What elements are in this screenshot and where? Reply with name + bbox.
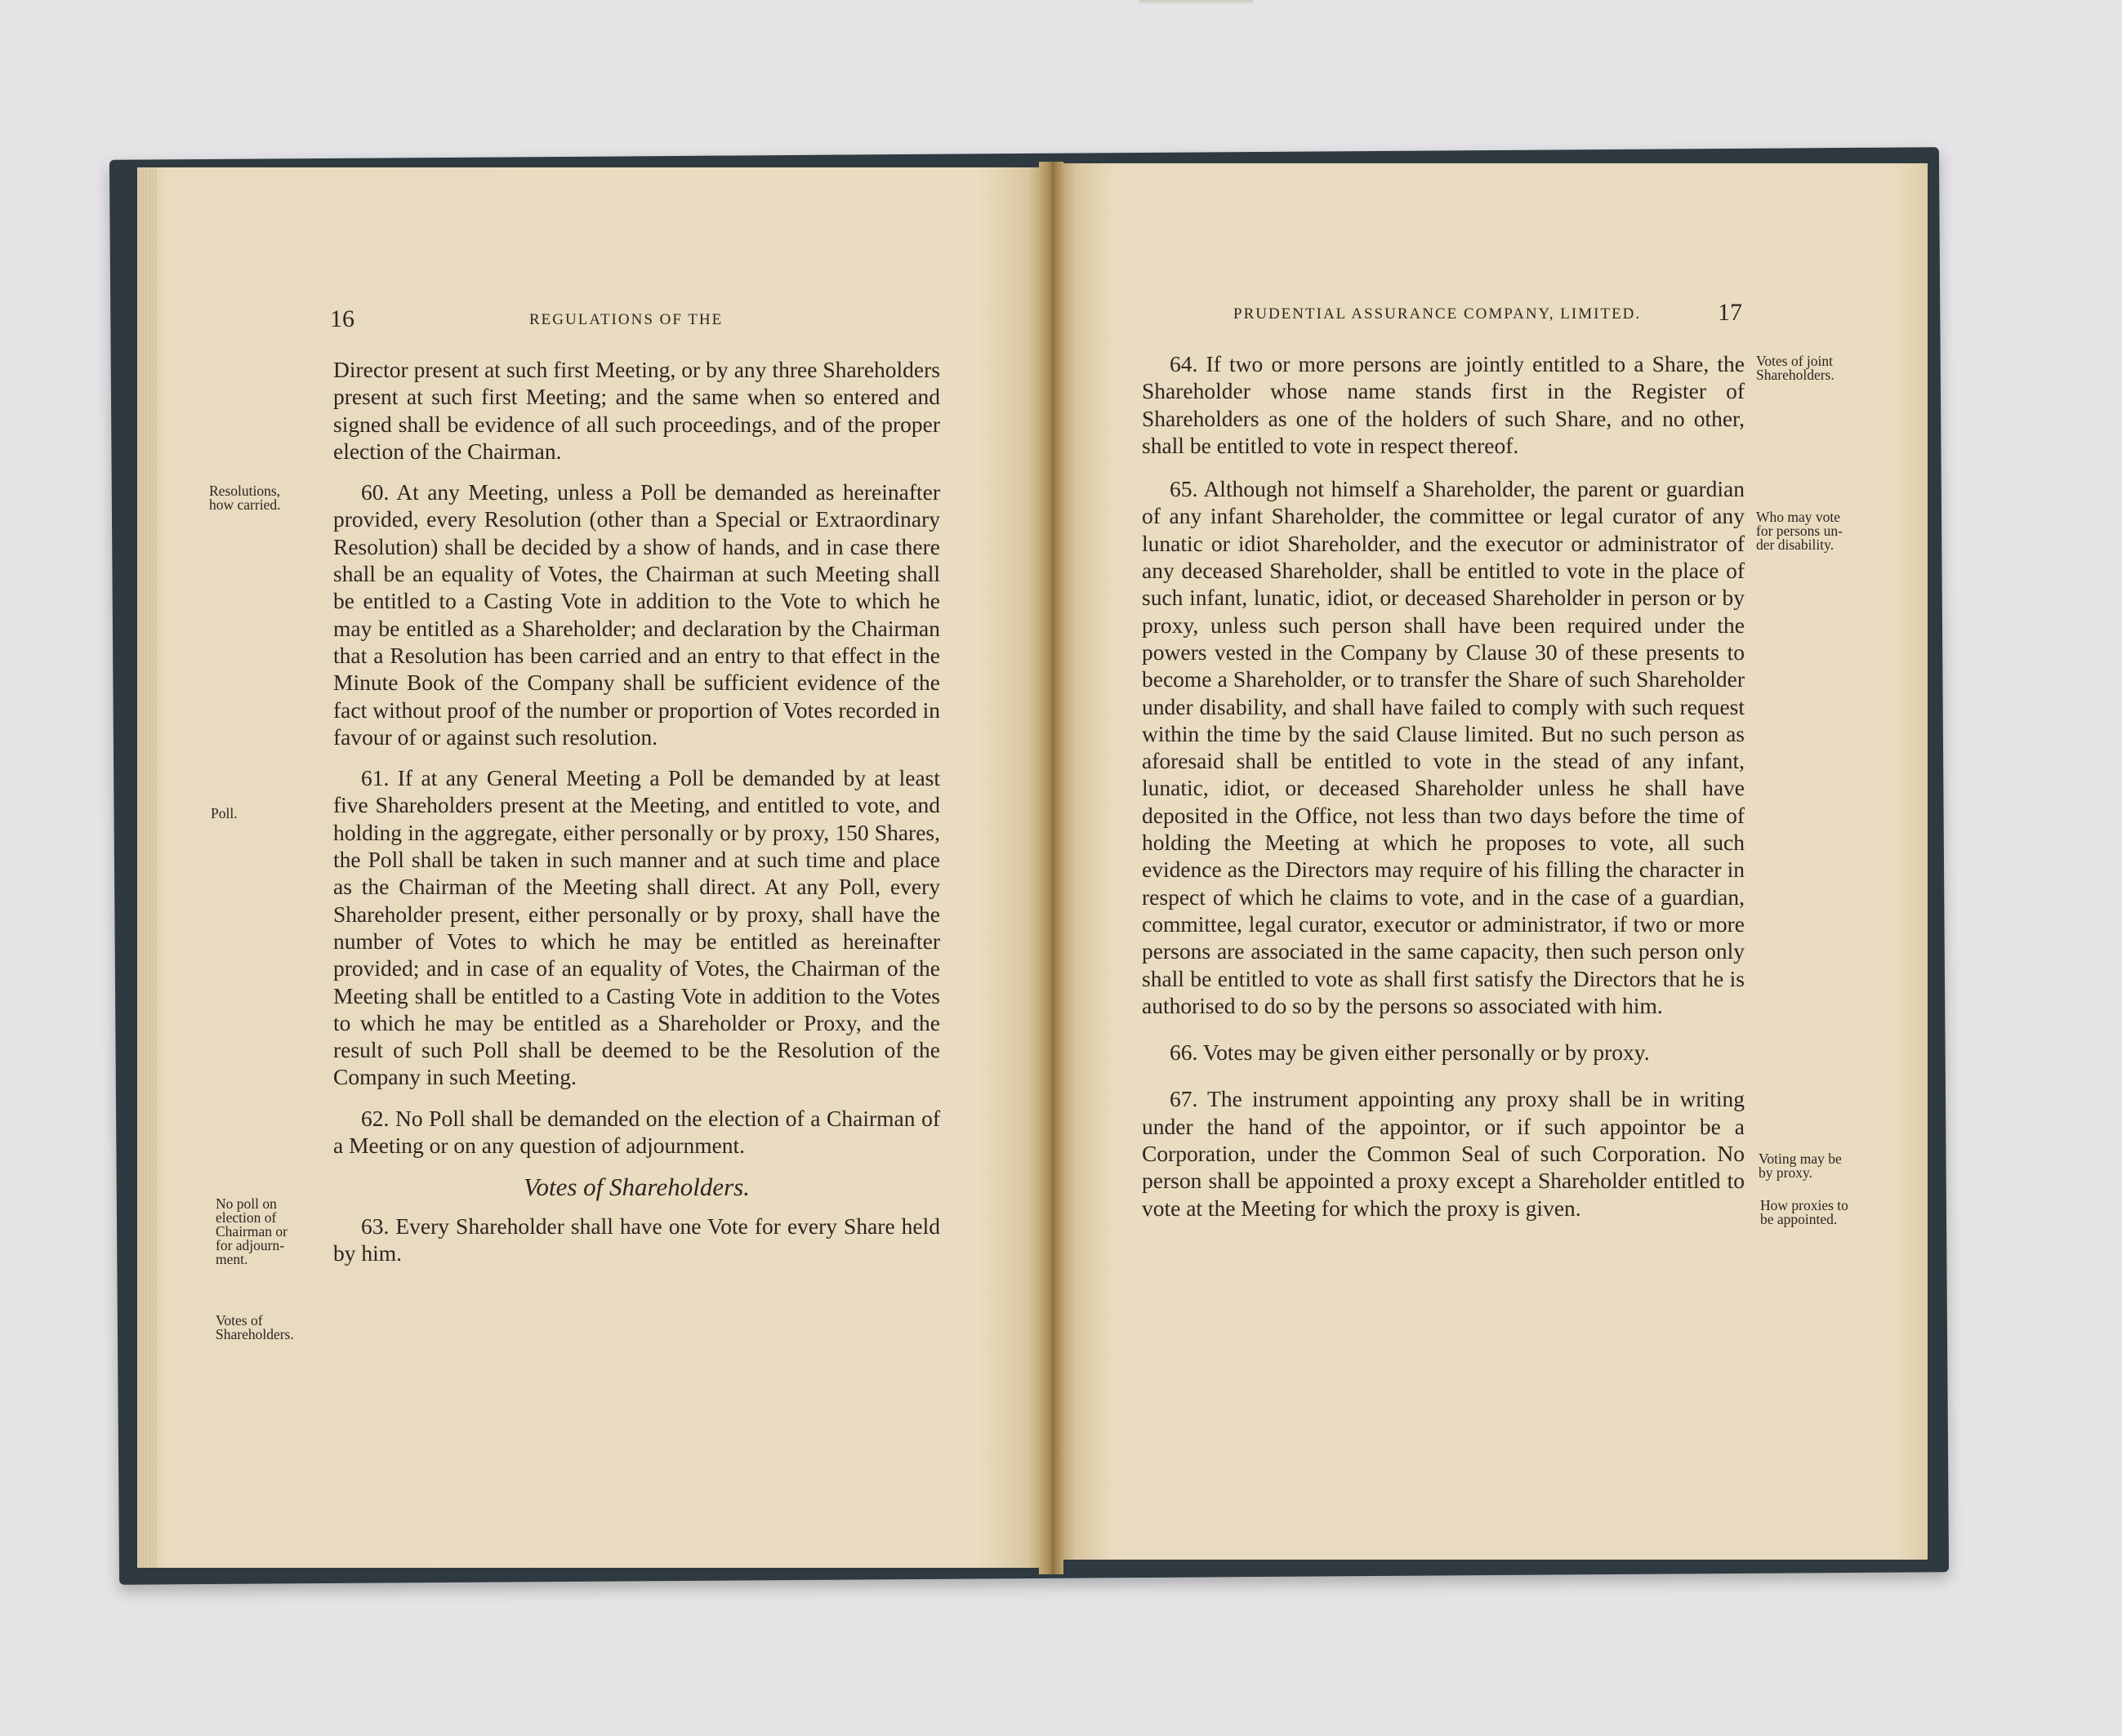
paragraph-64: 64. If two or more persons are jointly entitled to a Share, the Shareholder whose name stands first in the Register of Shareholders as one of the holders of such Share, and no other, shall be entitled to vote in respect thereof. (1142, 351, 1745, 458)
paragraph-62: 62. No Poll shall be demanded on the election of a Chairman of a Meeting or on any question of adjournment. (333, 1105, 940, 1159)
margin-note-65: Who may vote for persons un- der disability. (1756, 509, 1843, 553)
margin-note-64: Votes of joint Shareholders. (1756, 353, 1834, 383)
scan-edge-mark (1139, 0, 1254, 5)
paragraph-60: 60. At any Meeting, unless a Poll be demanded as hereinafter provided, every Resolution (other than a Special or Extraordinary Resolution) shall be decided by a show of hands, and in case there shall be an equality of Votes, the Chairman at such Meeting shall be entitled to a Casting Vote in addition to the Vote to which he may be entitled as a Shareholder; and declaration by the Chairman that a Resolution has been carried and an entry to that effect in the Minute Book of the Company shall be sufficient evidence of the fact without proof of the number or proportion of Votes recorded in favour of or against such resolution. (333, 479, 940, 750)
margin-note-61: Poll. (211, 805, 238, 821)
left-body (333, 356, 940, 1266)
right-running-head: PRUDENTIAL ASSURANCE COMPANY, LIMITED. (1233, 305, 1642, 323)
paragraph-66: 66. Votes may be given either personally or by proxy. (1170, 1039, 1650, 1066)
margin-note-67: How proxies to be appointed. (1760, 1197, 1848, 1227)
margin-note-62: No poll on election of Chairman or for adjourn- ment. (216, 1195, 288, 1267)
left-page-number: 16 (330, 305, 354, 332)
margin-note-66: Voting may be by proxy. (1759, 1151, 1842, 1181)
section-heading: Votes of Shareholders. (524, 1173, 750, 1202)
paragraph-67: 67. The instrument appointing any proxy shall be in writing under the hand of the appointor, or if such appointor be a Corporation, under the Common Seal of such Corporation. No person shall be appointed a proxy except a Shareholder entitled to vote at the Meeting for which the proxy is given. (1142, 1086, 1745, 1221)
left-running-head: REGULATIONS OF THE (529, 311, 724, 328)
paragraph-61: 61. If at any General Meeting a Poll be demanded by at least five Shareholders present at the Meeting, and entitled to vote, and holding in the aggregate, either personally or by proxy, 150 Shares, the Poll shall be taken in such manner and at such time and place as the Chairman of the Meeting shall direct. At any Poll, every Shareholder present, either personally or by proxy, shall have the number of Votes to which he may be entitled as hereinafter provided; and in case of an equality of Votes, the Chairman of the Meeting shall be entitled to a Casting Vote in addition to the Votes to which he may be entitled as a Shareholder or Proxy, and the result of such Poll shall be deemed to be the Resolution of the Company in such Meeting. (333, 765, 940, 1090)
right-body (1142, 350, 1745, 1222)
page-edges (137, 167, 157, 1568)
continuation-paragraph: Director present at such first Meeting, or by any three Shareholders present at such first Meeting; and the same when so entered and signed shall be evidence of all such proceedings, and of the proper election of the Chairman. (333, 357, 940, 464)
right-page-number: 17 (1718, 299, 1742, 326)
margin-note-63: Votes of Shareholders. (216, 1312, 294, 1342)
paragraph-65: 65. Although not himself a Shareholder, the parent or guardian of any infant Shareholder, the committee or legal curator of any lunatic or idiot Shareholder, and the executor or administrator of any deceased Shareholder, shall be entitled to vote in the place of such infant, lunatic, idiot, or deceased Shareholder in person or by proxy, unless such person shall have been required under the powers vested in the Company by Clause 30 of these presents to become a Shareholder, or to transfer the Share of such Shareholder under disability, and shall have failed to comply with such request within the time by the said Clause limited. But no such person as aforesaid shall be entitled to vote in the stead of any infant, lunatic, idiot, or deceased Shareholder unless he shall have deposited in the Office, not less than two days before the time of holding the Meeting at which he proposes to vote, all such evidence as the Directors may require of his filling the character in respect of which he claims to vote, and in the case of a guardian, committee, legal curator, executor or administrator, if two or more persons are associated in the same capacity, then such person only shall be entitled to vote as shall first satisfy the Directors that he is authorised to do so by the persons so associated with him. (1142, 476, 1745, 1018)
margin-note-60: Resolutions, how carried. (209, 483, 281, 513)
book-gutter (1039, 162, 1063, 1574)
paragraph-63: 63. Every Shareholder shall have one Vote for every Share held by him. (333, 1213, 940, 1266)
